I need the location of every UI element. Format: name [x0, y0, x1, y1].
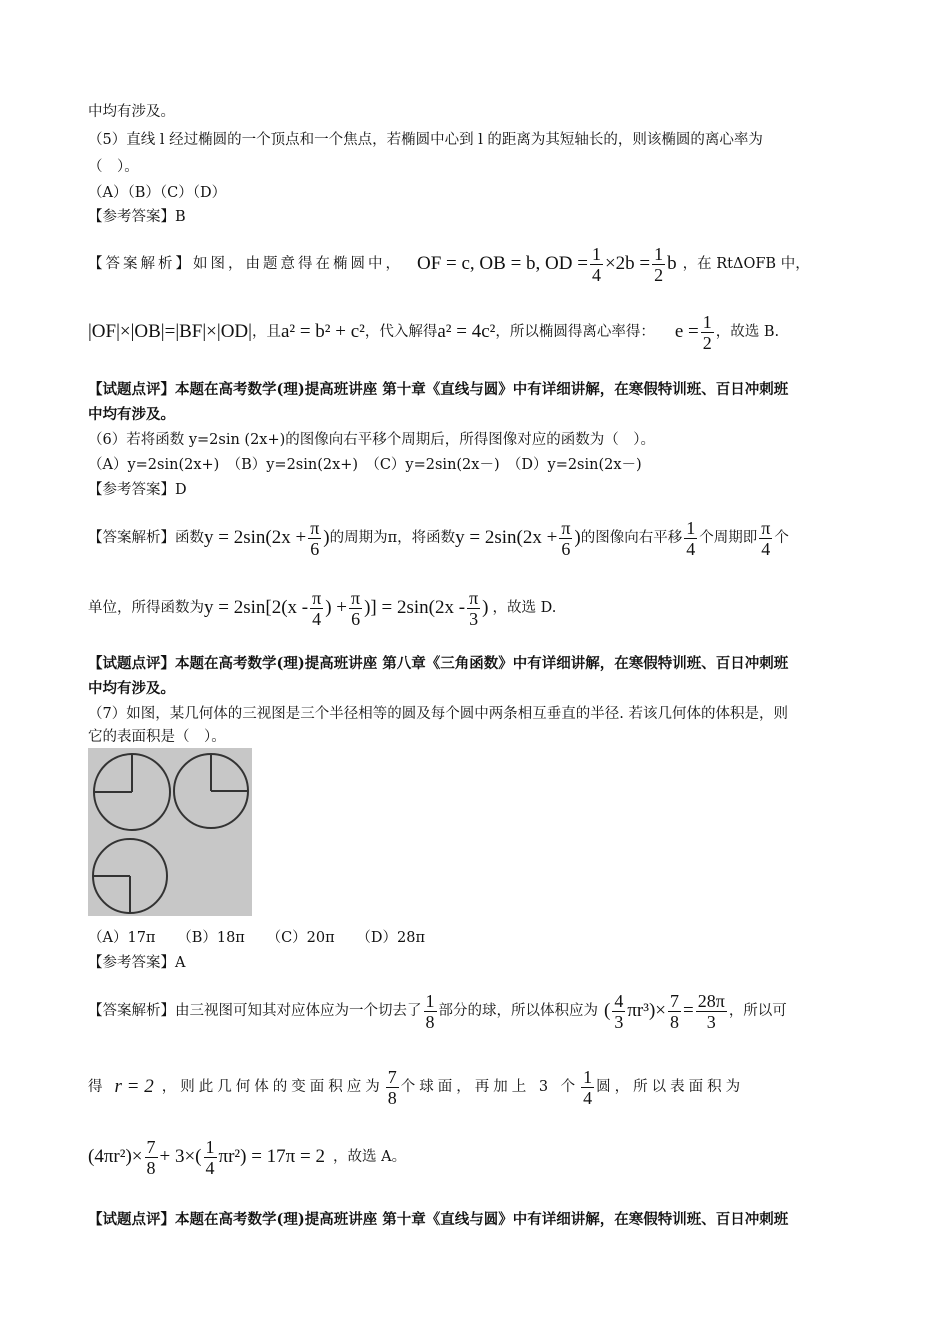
- answer-label: 【参考答案】B: [88, 209, 186, 225]
- answer-explanation-6-cont: [88, 578, 556, 638]
- fraction: $\frac{\pi}{4}$: [761, 517, 771, 559]
- formula: e =: [674, 321, 699, 342]
- answer-explanation-5-cont: [88, 304, 779, 360]
- fraction: $\frac{\pi}{3}$: [469, 587, 479, 629]
- question-6: （6）若将函数 y=2sin (2x+)的图像向右平移个周期后，所得图像对应的函数为（ ）。: [88, 432, 656, 448]
- answer-explanation-7-result: [88, 1128, 406, 1186]
- text: ，则此几何体的变面积应为: [161, 1079, 384, 1095]
- fraction: $\frac{\pi}{6}$: [310, 517, 320, 559]
- formula: a² = 4c²: [437, 321, 496, 342]
- formula: r = 2: [114, 1076, 154, 1097]
- fraction: $\frac{1}{2}$: [702, 311, 712, 353]
- text: ，故选 D.: [492, 600, 557, 616]
- three-view-drawing: [88, 748, 252, 916]
- text: 部分的球，所以体积应为: [438, 1003, 598, 1019]
- formula: ): [574, 527, 581, 548]
- question-7-options: （A）17π （B）18π （C）20π （D）28π: [88, 930, 426, 946]
- formula: (4πr²)×: [88, 1146, 143, 1167]
- fraction: $\frac{\pi}{4}$: [312, 587, 322, 629]
- text: 的图像向右平移: [580, 530, 683, 546]
- formula: ): [482, 597, 489, 618]
- text-line: 中均有涉及。: [88, 680, 175, 697]
- fraction: $\frac{1}{4}$: [591, 243, 601, 285]
- formula: πr³)×: [627, 1000, 666, 1021]
- formula: ) +: [325, 597, 348, 618]
- formula: (: [604, 1000, 611, 1021]
- text: 【答案解析】如图，由题意得在椭圆中，: [88, 256, 403, 272]
- text: 【答案解析】由三视图可知其对应体应为一个切去了: [88, 1003, 422, 1019]
- fraction: $\frac{7}{8}$: [146, 1136, 156, 1178]
- fraction: $\frac{1}{4}$: [686, 517, 696, 559]
- text: ，故选 B.: [715, 324, 780, 340]
- text: 圆，所以表面积为: [596, 1079, 745, 1095]
- text: 个周期即: [699, 530, 758, 546]
- formula: =: [683, 1000, 694, 1021]
- answer-label: 【参考答案】D: [88, 482, 187, 498]
- question-7: （7）如图，某几何体的三视图是三个半径相等的圆及每个圆中两条相互垂直的半径. 若该几何体的体积是，则: [88, 706, 788, 722]
- formula: ): [323, 527, 330, 548]
- fraction: $\frac{1}{8}$: [425, 990, 435, 1032]
- formula: y = 2sin(2x +: [455, 527, 558, 548]
- answer-explanation-7-cont: [88, 1058, 744, 1116]
- question-6-options: （A）y=2sin(2x+) （B）y=2sin(2x+) （C）y=2sin(2x－) （D）y=2sin(2x－): [88, 457, 642, 473]
- text: ，所以椭圆得离心率得：: [495, 324, 655, 340]
- three-view-figure: [88, 748, 252, 916]
- text-line: 中均有涉及。: [88, 104, 175, 120]
- fraction: $\frac{4}{3}$: [614, 990, 624, 1032]
- comment-line: 【试题点评】本题在高考数学(理)提高班讲座 第十章《直线与圆》中有详细讲解，在寒假特训班、百日冲刺班: [88, 381, 789, 398]
- text: 得: [88, 1079, 107, 1095]
- fraction: $\frac{1}{4}$: [583, 1066, 593, 1108]
- comment-line: 【试题点评】本题在高考数学(理)提高班讲座 第八章《三角函数》中有详细讲解，在寒假特训班、百日冲刺班: [88, 655, 789, 672]
- comment-line: 【试题点评】本题在高考数学(理)提高班讲座 第十章《直线与圆》中有详细讲解，在寒假特训班、百日冲刺班: [88, 1211, 789, 1228]
- text: 的周期为π，将函数: [329, 530, 456, 546]
- question-5-blank: （ ）。: [88, 159, 139, 175]
- text: 个: [774, 530, 789, 546]
- question-5: （5）直线 l 经过椭圆的一个顶点和一个焦点，若椭圆中心到 l 的距离为其短轴长的，则该椭圆的离心率为: [88, 132, 763, 148]
- fraction: $\frac{7}{8}$: [387, 1066, 397, 1108]
- fraction: $\frac{1}{2}$: [654, 243, 664, 285]
- text: ，代入解得: [364, 324, 438, 340]
- formula: OF = c, OB = b, OD =: [417, 253, 588, 274]
- answer-explanation-5: [88, 236, 810, 292]
- fraction: $\frac{28\pi}{3}$: [697, 990, 725, 1032]
- answer-explanation-7: [88, 982, 787, 1040]
- text: ，在 RtΔOFB 中，: [682, 256, 810, 272]
- formula: y = 2sin(2x +: [204, 527, 307, 548]
- text: ，故选 A。: [332, 1149, 407, 1165]
- fraction: $\frac{1}{4}$: [205, 1136, 215, 1178]
- text-line: 中均有涉及。: [88, 406, 175, 423]
- formula: y = 2sin[2(x -: [204, 597, 309, 618]
- formula: |OF|×|OB|=|BF|×|OD|: [88, 321, 252, 342]
- answer-explanation-6: [88, 508, 789, 568]
- text: 单位，所得函数为: [88, 600, 204, 616]
- formula: a² = b² + c²: [280, 321, 365, 342]
- text: 个球面，再加上 3 个: [400, 1079, 580, 1095]
- text: ，所以可: [728, 1003, 787, 1019]
- formula: b: [667, 253, 677, 274]
- answer-label: 【参考答案】A: [88, 955, 186, 971]
- text: 【答案解析】函数: [88, 530, 204, 546]
- question-5-options: （A）（B）（C）（D）: [88, 185, 227, 201]
- question-7-cont: 它的表面积是（ ）。: [88, 729, 226, 745]
- fraction: $\frac{\pi}{6}$: [351, 587, 361, 629]
- formula: )] = 2sin(2x -: [364, 597, 466, 618]
- formula: ×2b =: [604, 253, 651, 274]
- formula: πr²) = 17π = 2: [218, 1146, 325, 1167]
- text: ，且: [251, 324, 281, 340]
- formula: + 3×(: [159, 1146, 202, 1167]
- fraction: $\frac{7}{8}$: [670, 990, 679, 1032]
- fraction: $\frac{\pi}{6}$: [561, 517, 571, 559]
